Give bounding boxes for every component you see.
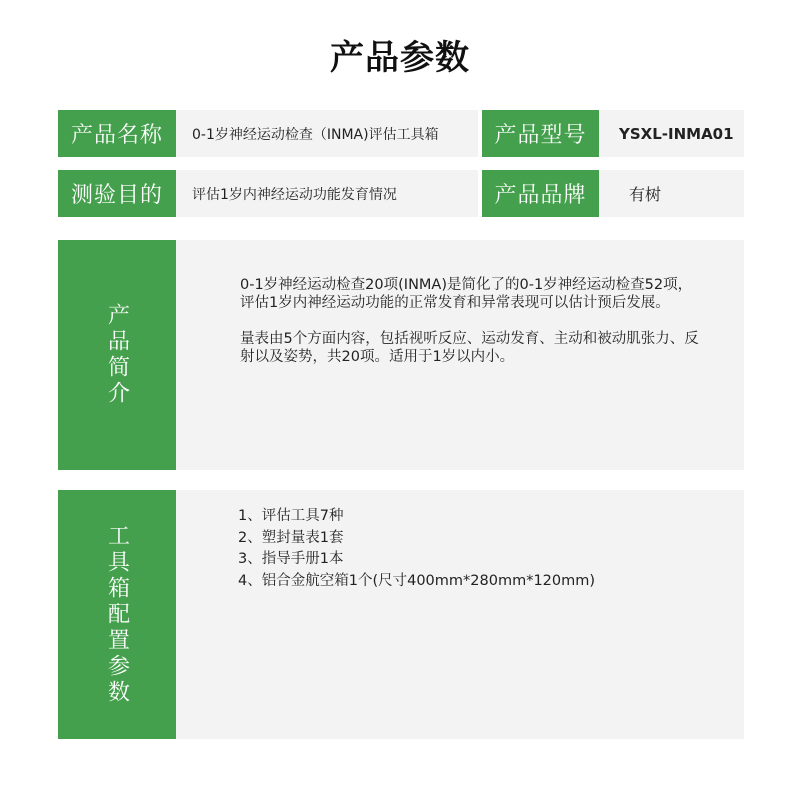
product-brand-value: 有树 bbox=[599, 170, 744, 217]
toolbox-config-label: 工具箱配置参数 bbox=[104, 523, 130, 706]
config-item: 2、塑封量表1套 bbox=[238, 529, 344, 546]
product-name-label: 产品名称 bbox=[58, 110, 176, 157]
intro-paragraph-1: 0-1岁神经运动检查20项(INMA)是简化了的0-1岁神经运动检查52项，评估1岁内神经运动功能的正常发育和异常表现可以估计预后发展。 bbox=[240, 277, 693, 311]
config-item: 3、指导手册1本 bbox=[238, 551, 344, 567]
product-brand-label: 产品品牌 bbox=[482, 170, 599, 217]
product-intro-section bbox=[58, 240, 744, 470]
config-list bbox=[238, 506, 595, 592]
product-name-value: 0-1岁神经运动检查（INMA)评估工具箱 bbox=[176, 110, 478, 157]
toolbox-config-label-box bbox=[58, 490, 176, 739]
info-row-purpose-brand bbox=[58, 170, 744, 217]
info-row-name-model bbox=[58, 110, 744, 157]
test-purpose-label: 测验目的 bbox=[58, 170, 176, 217]
config-item: 4、铝合金航空箱1个(尺寸400mm*280mm*120mm) bbox=[238, 572, 596, 589]
product-intro-label-box bbox=[58, 240, 176, 470]
product-intro-label: 产品简介 bbox=[104, 303, 130, 407]
page-title: 产品参数 bbox=[330, 38, 470, 78]
toolbox-config-body bbox=[176, 490, 744, 739]
product-intro-body bbox=[176, 240, 744, 470]
test-purpose-value: 评估1岁内神经运动功能发育情况 bbox=[176, 170, 478, 217]
product-model-label: 产品型号 bbox=[482, 110, 599, 157]
intro-paragraph-2: 量表由5个方面内容，包括视听反应、运动发育、主动和被动肌张力、反射以及姿势，共20项。适用于1岁以内小。 bbox=[240, 331, 699, 365]
toolbox-config-section bbox=[58, 490, 744, 739]
product-model-value: YSXL-INMA01 bbox=[599, 110, 744, 157]
config-item: 1、评估工具7种 bbox=[238, 508, 344, 524]
